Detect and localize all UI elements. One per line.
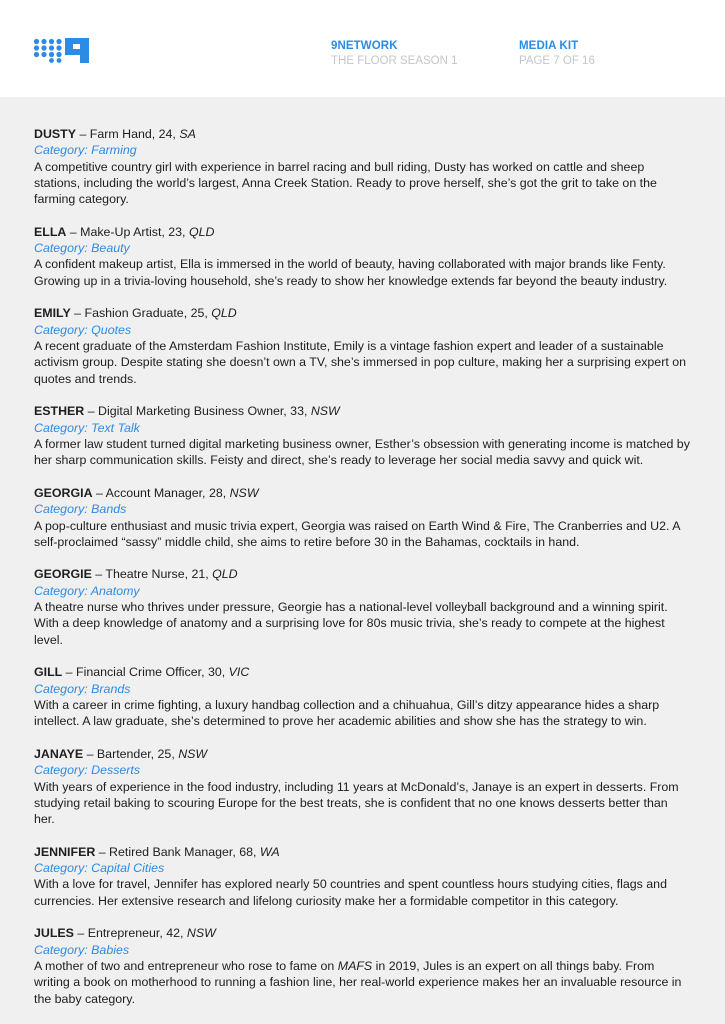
description-text: A confident makeup artist, Ella is immersed in the world of beauty, having collaborated with major brands like Fenty. Growing up in a trivia-loving household, she’s ready to show her knowledge extends far beyond the beauty industry. xyxy=(34,257,668,288)
contestant-entry xyxy=(34,664,691,729)
description-text: A mother of two and entrepreneur who rose to fame on xyxy=(34,958,338,973)
description-text: A pop-culture enthusiast and music trivia expert, Georgia was raised on Earth Wind & Fire, The Cranberries and U2. A self-proclaimed “sassy” middle child, she aims to retire before 30 in the Bahamas, cocktails in hand. xyxy=(34,518,680,549)
contestant-entry xyxy=(34,566,691,647)
contestant-details: – Retired Bank Manager, 68, xyxy=(95,844,260,859)
contestant-heading xyxy=(34,746,691,762)
contestant-details: – Theatre Nurse, 21, xyxy=(91,567,213,582)
network-info xyxy=(331,39,458,69)
contestant-entry xyxy=(34,224,691,289)
contestant-name: ESTHER xyxy=(34,404,85,419)
description-text: A competitive country girl with experience in barrel racing and bull riding, Dusty has worked on cattle and sheep stations, including the world’s largest, Anna Creek Station. Ready to prove herself, she’s got the grit to take on the farming category. xyxy=(34,159,657,207)
page-header xyxy=(0,0,725,97)
contestant-description xyxy=(34,876,691,909)
contestant-category: Category: Bands xyxy=(34,502,127,517)
contestant-description xyxy=(34,599,691,648)
contestant-category: Category: Farming xyxy=(34,143,137,158)
contestant-name: JENNIFER xyxy=(34,844,96,859)
contestant-description xyxy=(34,159,691,208)
contestant-entry xyxy=(34,844,691,909)
contestant-description xyxy=(34,958,691,1007)
contestant-state: NSW xyxy=(229,485,259,500)
media-kit-title: MEDIA KIT xyxy=(519,40,579,52)
contestant-name: GEORGIA xyxy=(34,485,93,500)
contestant-category: Category: Anatomy xyxy=(34,583,140,598)
contestant-description xyxy=(34,436,691,469)
contestant-details: – Entrepreneur, 42, xyxy=(73,926,187,941)
contestant-description xyxy=(34,779,691,828)
description-text: A recent graduate of the Amsterdam Fashion Institute, Emily is a vintage fashion expert and leader of a sustainable activism group. Despite stating she doesn’t own a TV, she’s immersed in pop culture, making her a surprising expert on quotes and trends. xyxy=(34,339,686,386)
contestant-name: EMILY xyxy=(34,306,71,321)
contestant-details: – Bartender, 25, xyxy=(83,746,179,761)
description-emphasis: MAFS xyxy=(337,958,373,973)
contestant-heading xyxy=(34,305,691,321)
contestant-heading xyxy=(34,224,691,240)
contestant-state: QLD xyxy=(211,306,237,321)
description-text: With a career in crime fighting, a luxury handbag collection and a chihuahua, Gill’s ditzy appearance hides a sharp intellect. A law graduate, she’s determined to prove her academic abilities and show she has the strategy to win. xyxy=(34,697,660,729)
description-text: With years of experience in the food industry, including 11 years at McDonald’s, Janaye is an expert in desserts. From studying retail baking to scouring Europe for the best treats, she is confident that no one knows desserts better than her. xyxy=(34,779,679,827)
contestant-heading xyxy=(34,566,691,582)
contestant-heading xyxy=(34,403,691,419)
contestant-details: – Financial Crime Officer, 30, xyxy=(62,665,229,680)
contestant-name: GEORGIE xyxy=(34,567,92,582)
contestant-entry xyxy=(34,485,691,550)
contestant-entry xyxy=(34,126,691,207)
contestant-entry xyxy=(34,746,691,827)
contestant-name: JANAYE xyxy=(34,746,84,761)
contestant-category: Category: Brands xyxy=(34,681,131,696)
contestant-state: NSW xyxy=(186,926,216,941)
contestant-description xyxy=(34,256,691,289)
contestant-heading xyxy=(34,126,691,142)
contestant-description xyxy=(34,697,691,730)
description-text: With a love for travel, Jennifer has explored nearly 50 countries and spent countless hours studying cities, flags and currencies. Her extensive research and lifelong curiosity make her a formidable competitor in this category. xyxy=(34,877,667,908)
contestant-entry xyxy=(34,403,691,468)
contestant-state: NSW xyxy=(178,746,208,761)
contestant-name: JULES xyxy=(34,926,74,941)
contestant-category: Category: Beauty xyxy=(34,241,130,256)
contestant-state: NSW xyxy=(310,404,340,419)
contestant-category: Category: Desserts xyxy=(34,763,141,778)
contestant-state: QLD xyxy=(212,567,238,582)
contestant-details: – Make-Up Artist, 23, xyxy=(66,224,189,239)
contestant-category: Category: Text Talk xyxy=(34,420,140,435)
description-text: A former law student turned digital marketing business owner, Esther’s obsession with generating income is matched by her sharp communication skills. Feisty and direct, she’s ready to leverage her social media savvy and quick wit. xyxy=(34,436,690,468)
contestant-category: Category: Quotes xyxy=(34,322,132,337)
contestant-entry xyxy=(34,305,691,386)
contestant-heading xyxy=(34,925,691,941)
contestant-details: – Fashion Graduate, 25, xyxy=(70,306,212,321)
contestant-name: DUSTY xyxy=(34,127,76,141)
contestant-details: – Account Manager, 28, xyxy=(92,485,230,500)
contestant-name: ELLA xyxy=(34,224,67,239)
media-kit-info xyxy=(519,39,595,69)
contestant-category: Category: Capital Cities xyxy=(34,861,165,876)
network-title: 9NETWORK xyxy=(331,40,398,52)
description-text: in 2019, Jules is an expert on all things baby. From writing a book on motherhood to running a fashion line, her real-world experience makes her an invaluable resource in the baby category. xyxy=(34,958,682,1006)
contestant-name: GILL xyxy=(34,665,63,680)
contestant-list xyxy=(0,97,725,1007)
description-text: A theatre nurse who thrives under pressure, Georgie has a national-level volleyball background and a winning spirit. With a deep knowledge of anatomy and a surprising love for 80s music trivia, she’s ready to compete at the highest level. xyxy=(34,600,668,647)
contestant-state: WA xyxy=(259,844,280,859)
contestant-heading xyxy=(34,844,691,860)
contestant-entry xyxy=(34,925,691,1006)
contestant-details: – Farm Hand, 24, xyxy=(76,127,180,141)
contestant-state: QLD xyxy=(188,224,215,239)
contestant-description xyxy=(34,518,691,551)
nine-network-logo-icon xyxy=(33,38,91,63)
show-title: THE FLOOR SEASON 1 xyxy=(331,55,458,67)
contestant-state: VIC xyxy=(228,665,250,680)
contestant-heading xyxy=(34,485,691,501)
contestant-description xyxy=(34,338,691,387)
contestant-category: Category: Babies xyxy=(34,942,130,957)
contestant-state: SA xyxy=(179,127,196,141)
contestant-details: – Digital Marketing Business Owner, 33, xyxy=(84,404,311,419)
contestant-heading xyxy=(34,664,691,680)
page-number: PAGE 7 OF 16 xyxy=(519,55,595,67)
